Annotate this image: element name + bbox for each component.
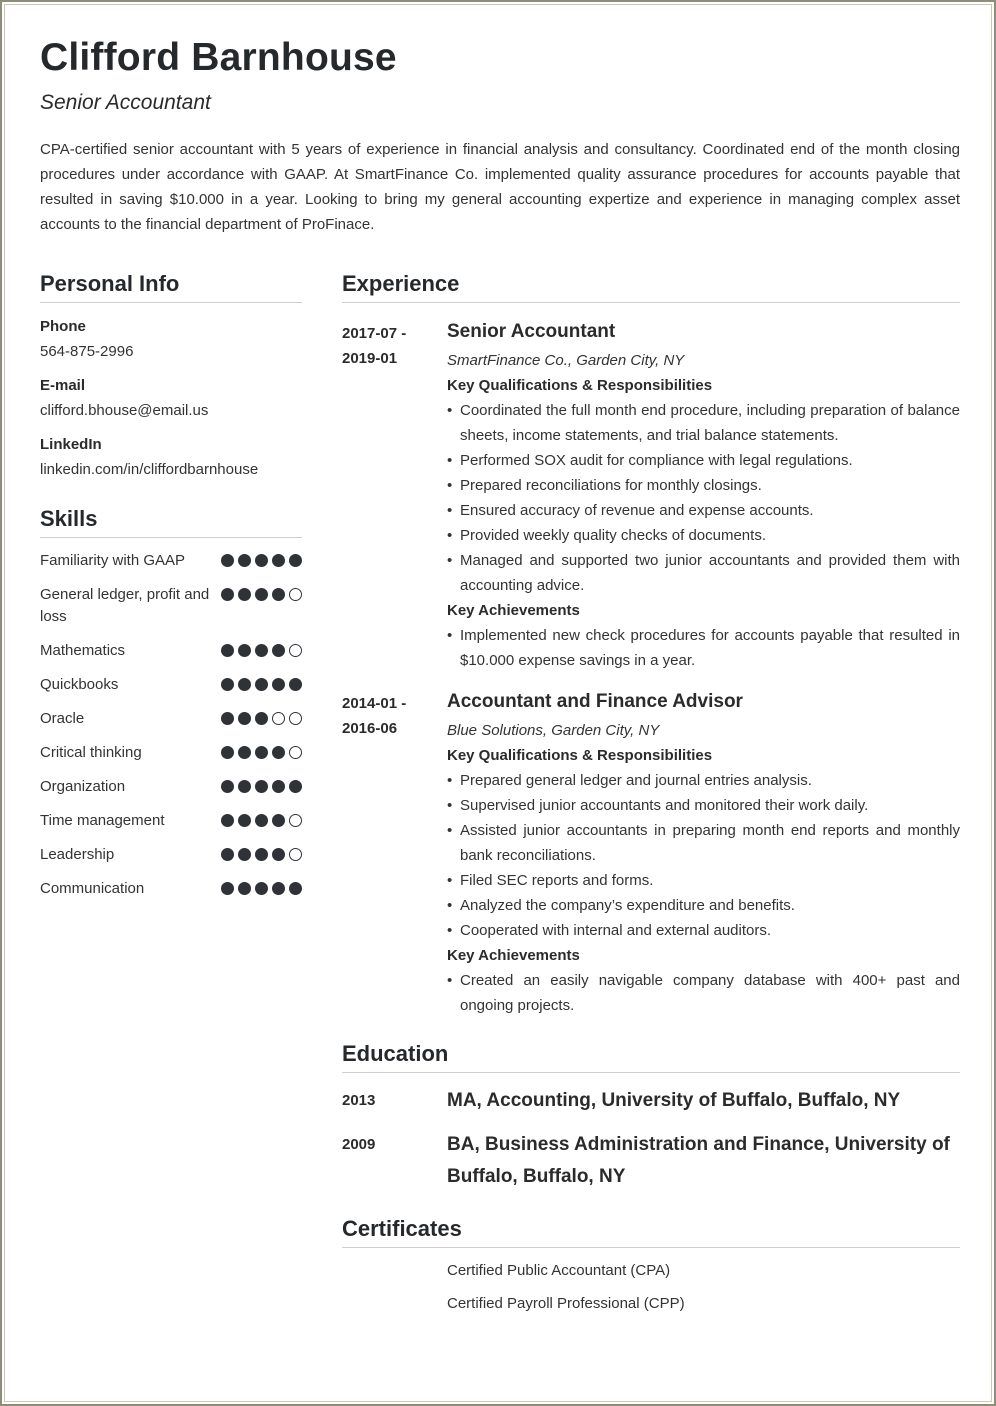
phone-label: Phone — [40, 318, 86, 335]
skill-name: Mathematics — [40, 642, 126, 659]
responsibility-item: • Ensured accuracy of revenue and expense accounts. — [447, 498, 960, 523]
linkedin-value: linkedin.com/in/cliffordbarnhouse — [40, 461, 259, 478]
achievements-heading: Key Achievements — [447, 947, 580, 964]
responsibility-item: • Filed SEC reports and forms. — [447, 868, 960, 893]
job-body — [447, 689, 960, 1018]
rating-dot-filled — [255, 554, 268, 567]
skill-name: Familiarity with GAAP — [40, 552, 186, 569]
skill-rating — [221, 844, 302, 861]
skills-list — [40, 550, 302, 900]
rating-dot-filled — [238, 588, 251, 601]
experience-heading: Experience — [342, 270, 960, 303]
skill-rating — [221, 776, 302, 793]
rating-dot-filled — [272, 882, 285, 895]
skill-row — [40, 878, 302, 900]
rating-dot-filled — [238, 780, 251, 793]
skill-row — [40, 584, 302, 628]
rating-dot-filled — [238, 712, 251, 725]
skill-row — [40, 708, 302, 730]
responsibilities-heading: Key Qualifications & Responsibilities — [447, 747, 713, 764]
job-date-end: 2019-01 — [342, 350, 398, 367]
education-year: 2009 — [342, 1136, 376, 1153]
skills-heading: Skills — [40, 505, 302, 538]
responsibilities-list — [447, 398, 960, 598]
job-company: SmartFinance Co., Garden City, NY — [447, 352, 685, 369]
rating-dot-empty — [289, 848, 302, 861]
rating-dot-filled — [221, 678, 234, 691]
profile-summary: CPA-certified senior accountant with 5 years of experience in financial analysis and consultancy. Coordinated end of the month closing procedures under accordance with GAAP. At SmartFinance Co. implemented quality assurance procedures for accounts payable that resulted in saving $10.000 in a year. Looking to bring my general accounting expertize and experience in managing complex asset accounts to the financial department of ProFinace. — [40, 141, 960, 233]
rating-dot-filled — [255, 814, 268, 827]
rating-dot-filled — [255, 746, 268, 759]
job-date-start: 2017-07 - — [342, 325, 407, 342]
email-label: E-mail — [40, 377, 86, 394]
skill-rating — [221, 550, 302, 567]
rating-dot-filled — [255, 644, 268, 657]
rating-dot-filled — [255, 780, 268, 793]
rating-dot-filled — [255, 848, 268, 861]
rating-dot-filled — [255, 712, 268, 725]
skill-rating — [221, 674, 302, 691]
skill-row — [40, 776, 302, 798]
rating-dot-filled — [272, 588, 285, 601]
skill-row — [40, 810, 302, 832]
education-entry — [342, 1129, 960, 1193]
skill-name: Leadership — [40, 846, 115, 863]
job-dates — [342, 689, 447, 1018]
skill-row — [40, 674, 302, 696]
rating-dot-filled — [272, 780, 285, 793]
education-heading: Education — [342, 1040, 960, 1073]
skill-name: General ledger, profit and loss — [40, 586, 210, 625]
responsibility-item: • Analyzed the company’s expenditure and benefits. — [447, 893, 960, 918]
rating-dot-filled — [221, 814, 234, 827]
education-entry — [342, 1085, 960, 1117]
rating-dot-filled — [272, 746, 285, 759]
candidate-name: Clifford Barnhouse — [40, 36, 397, 79]
skill-name: Communication — [40, 880, 145, 897]
rating-dot-filled — [272, 554, 285, 567]
certificates-list — [342, 1258, 960, 1316]
responsibility-item: • Assisted junior accountants in preparing month end reports and monthly bank reconciliations. — [447, 818, 960, 868]
responsibility-item: • Supervised junior accountants and monitored their work daily. — [447, 793, 960, 818]
rating-dot-filled — [221, 780, 234, 793]
right-column — [342, 270, 960, 1316]
linkedin-label: LinkedIn — [40, 436, 102, 453]
rating-dot-filled — [255, 588, 268, 601]
rating-dot-empty — [272, 712, 285, 725]
rating-dot-filled — [238, 644, 251, 657]
job-dates — [342, 319, 447, 673]
rating-dot-filled — [272, 848, 285, 861]
experience-list — [342, 319, 960, 1018]
job-date-start: 2014-01 - — [342, 695, 407, 712]
responsibility-item: • Provided weekly quality checks of documents. — [447, 523, 960, 548]
skill-name: Quickbooks — [40, 676, 119, 693]
rating-dot-filled — [255, 882, 268, 895]
skill-name: Organization — [40, 778, 126, 795]
rating-dot-filled — [221, 712, 234, 725]
job-entry — [342, 319, 960, 673]
skill-rating — [221, 640, 302, 657]
skill-rating — [221, 810, 302, 827]
responsibility-item: • Prepared general ledger and journal entries analysis. — [447, 768, 960, 793]
rating-dot-filled — [221, 882, 234, 895]
rating-dot-filled — [272, 814, 285, 827]
job-title: Accountant and Finance Advisor — [447, 691, 743, 712]
skill-row — [40, 550, 302, 572]
responsibility-item: • Managed and supported two junior accountants and provided them with accounting advice. — [447, 548, 960, 598]
job-title: Senior Accountant — [447, 321, 616, 342]
responsibilities-heading: Key Qualifications & Responsibilities — [447, 377, 713, 394]
skill-row — [40, 844, 302, 866]
skill-row — [40, 742, 302, 764]
rating-dot-filled — [238, 678, 251, 691]
rating-dot-filled — [238, 814, 251, 827]
rating-dot-filled — [238, 848, 251, 861]
rating-dot-empty — [289, 814, 302, 827]
certificates-heading: Certificates — [342, 1215, 960, 1248]
skill-rating — [221, 878, 302, 895]
rating-dot-empty — [289, 588, 302, 601]
skill-name: Critical thinking — [40, 744, 142, 761]
rating-dot-filled — [238, 746, 251, 759]
job-date-end: 2016-06 — [342, 720, 398, 737]
responsibility-item: • Coordinated the full month end procedure, including preparation of balance sheets, income statements, and trial balance statements. — [447, 398, 960, 448]
rating-dot-filled — [289, 678, 302, 691]
phone-value: 564-875-2996 — [40, 343, 134, 360]
email-value: clifford.bhouse@email.us — [40, 402, 209, 419]
personal-info-heading: Personal Info — [40, 270, 302, 303]
skill-rating — [221, 742, 302, 759]
skill-name: Oracle — [40, 710, 85, 727]
responsibility-item: • Performed SOX audit for compliance with legal regulations. — [447, 448, 960, 473]
skill-rating — [221, 708, 302, 725]
job-body — [447, 319, 960, 673]
responsibilities-list — [447, 768, 960, 943]
rating-dot-empty — [289, 712, 302, 725]
responsibility-item: • Cooperated with internal and external auditors. — [447, 918, 960, 943]
achievements-list — [447, 623, 960, 673]
rating-dot-filled — [238, 882, 251, 895]
skill-row — [40, 640, 302, 662]
achievement-item: • Implemented new check procedures for accounts payable that resulted in $10.000 expense savings in a year. — [447, 623, 960, 673]
skill-rating — [221, 584, 302, 601]
skill-name: Time management — [40, 812, 165, 829]
job-company: Blue Solutions, Garden City, NY — [447, 722, 660, 739]
rating-dot-filled — [289, 554, 302, 567]
rating-dot-filled — [221, 644, 234, 657]
rating-dot-empty — [289, 644, 302, 657]
left-column — [40, 270, 302, 900]
rating-dot-filled — [221, 554, 234, 567]
rating-dot-filled — [255, 678, 268, 691]
rating-dot-empty — [289, 746, 302, 759]
rating-dot-filled — [289, 780, 302, 793]
rating-dot-filled — [221, 588, 234, 601]
achievements-heading: Key Achievements — [447, 602, 580, 619]
rating-dot-filled — [272, 644, 285, 657]
rating-dot-filled — [221, 746, 234, 759]
education-degree: BA, Business Administration and Finance, University of Buffalo, Buffalo, NY — [447, 1134, 950, 1187]
candidate-title: Senior Accountant — [40, 91, 211, 114]
certificate-item: Certified Payroll Professional (CPP) — [447, 1295, 685, 1312]
responsibility-item: • Prepared reconciliations for monthly closings. — [447, 473, 960, 498]
achievements-list — [447, 968, 960, 1018]
rating-dot-filled — [238, 554, 251, 567]
education-list — [342, 1085, 960, 1193]
rating-dot-filled — [272, 678, 285, 691]
rating-dot-filled — [221, 848, 234, 861]
education-year: 2013 — [342, 1092, 376, 1109]
job-entry — [342, 689, 960, 1018]
achievement-item: • Created an easily navigable company database with 400+ past and ongoing projects. — [447, 968, 960, 1018]
education-degree: MA, Accounting, University of Buffalo, Buffalo, NY — [447, 1090, 901, 1111]
certificate-item: Certified Public Accountant (CPA) — [447, 1262, 671, 1279]
rating-dot-filled — [289, 882, 302, 895]
